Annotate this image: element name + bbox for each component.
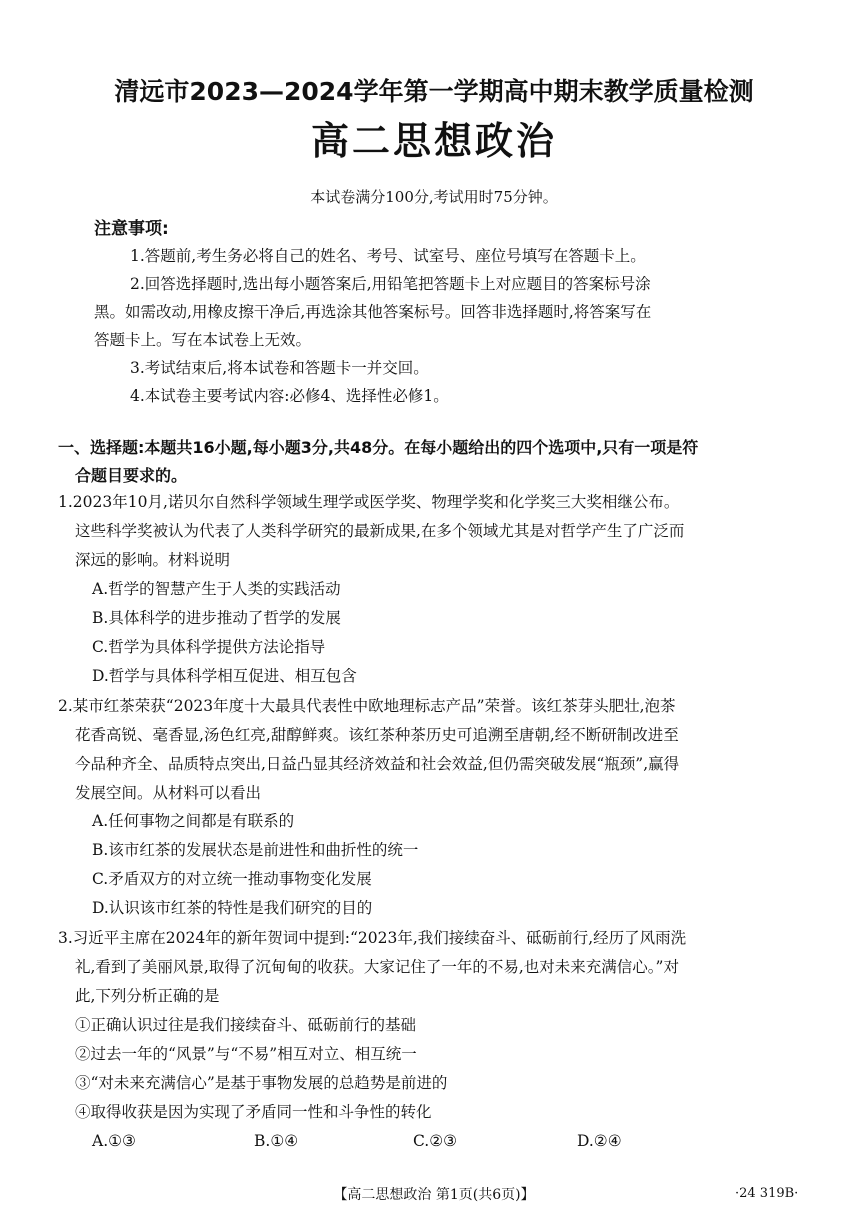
q2-stem: 花香高锐、毫香显,汤色红亮,甜醇鲜爽。该红茶种茶历史可追溯至唐朝,经不断研制改进至	[75, 726, 679, 744]
q2-option-d: D.认识该市红茶的特性是我们研究的目的	[92, 899, 373, 917]
notice-title: 注意事项:	[94, 219, 169, 239]
q2-stem: 发展空间。从材料可以看出	[75, 784, 262, 802]
exam-meta: 本试卷满分100分,考试用时75分钟。	[310, 188, 558, 206]
q2-option-c: C.矛盾双方的对立统一推动事物变化发展	[92, 870, 372, 888]
q3-stem: 3.习近平主席在2024年的新年贺词中提到:“2023年,我们接续奋斗、砥砺前行,经历了风雨洗	[58, 929, 687, 947]
section-heading-cont: 合题目要求的。	[75, 466, 188, 485]
subject-title: 高二思想政治	[310, 119, 557, 163]
q3-statement-4: ④取得收获是因为实现了矛盾同一性和斗争性的转化	[75, 1103, 432, 1121]
q1-option-c: C.哲学为具体科学提供方法论指导	[92, 638, 326, 656]
notice-line: 黑。如需改动,用橡皮擦干净后,再选涂其他答案标号。回答非选择题时,将答案写在	[94, 303, 652, 321]
q2-option-a: A.任何事物之间都是有联系的	[92, 812, 295, 830]
q3-choice-d: D.②④	[577, 1132, 622, 1150]
notice-line: 3.考试结束后,将本试卷和答题卡一并交回。	[130, 359, 429, 377]
q1-stem: 深远的影响。材料说明	[75, 551, 231, 569]
q1-option-d: D.哲学与具体科学相互促进、相互包含	[92, 667, 357, 685]
q1-option-b: B.具体科学的进步推动了哲学的发展	[92, 609, 341, 627]
q2-stem: 今品种齐全、品质特点突出,日益凸显其经济效益和社会效益,但仍需突破发展“瓶颈”,赢得	[75, 755, 680, 773]
q3-choice-b: B.①④	[254, 1132, 299, 1150]
q3-statement-2: ②过去一年的“风景”与“不易”相互对立、相互统一	[75, 1045, 417, 1063]
q3-statement-3: ③“对未来充满信心”是基于事物发展的总趋势是前进的	[75, 1074, 448, 1092]
paper-code: ·24 319B·	[735, 1186, 799, 1201]
exam-title: 清远市2023—2024学年第一学期高中期末教学质量检测	[114, 77, 754, 106]
section-heading: 一、选择题:本题共16小题,每小题3分,共48分。在每小题给出的四个选项中,只有一项是符	[58, 438, 699, 457]
q3-stem: 此,下列分析正确的是	[75, 987, 220, 1005]
notice-line: 2.回答选择题时,选出每小题答案后,用铅笔把答题卡上对应题目的答案标号涂	[130, 275, 651, 293]
notice-line: 4.本试卷主要考试内容:必修4、选择性必修1。	[130, 387, 449, 405]
q3-choice-c: C.②③	[413, 1132, 458, 1150]
q1-stem: 1.2023年10月,诺贝尔自然科学领域生理学或医学奖、物理学奖和化学奖三大奖相继公布。	[58, 493, 680, 511]
q2-option-b: B.该市红茶的发展状态是前进性和曲折性的统一	[92, 841, 419, 859]
notice-line: 答题卡上。写在本试卷上无效。	[94, 331, 312, 349]
q1-stem: 这些科学奖被认为代表了人类科学研究的最新成果,在多个领域尤其是对哲学产生了广泛而	[75, 522, 685, 540]
q2-stem: 2.某市红茶荣获“2023年度十大最具代表性中欧地理标志产品”荣誉。该红茶芽头肥壮,泡茶	[58, 697, 676, 715]
q3-statement-1: ①正确认识过往是我们接续奋斗、砥砺前行的基础	[75, 1016, 417, 1034]
page-footer: 【高二思想政治 第1页(共6页)】	[333, 1187, 535, 1203]
q3-choice-a: A.①③	[92, 1132, 136, 1150]
q3-stem: 礼,看到了美丽风景,取得了沉甸甸的收获。大家记住了一年的不易,也对未来充满信心。”对	[75, 958, 679, 976]
q1-option-a: A.哲学的智慧产生于人类的实践活动	[92, 580, 341, 598]
notice-line: 1.答题前,考生务必将自己的姓名、考号、试室号、座位号填写在答题卡上。	[130, 247, 646, 265]
